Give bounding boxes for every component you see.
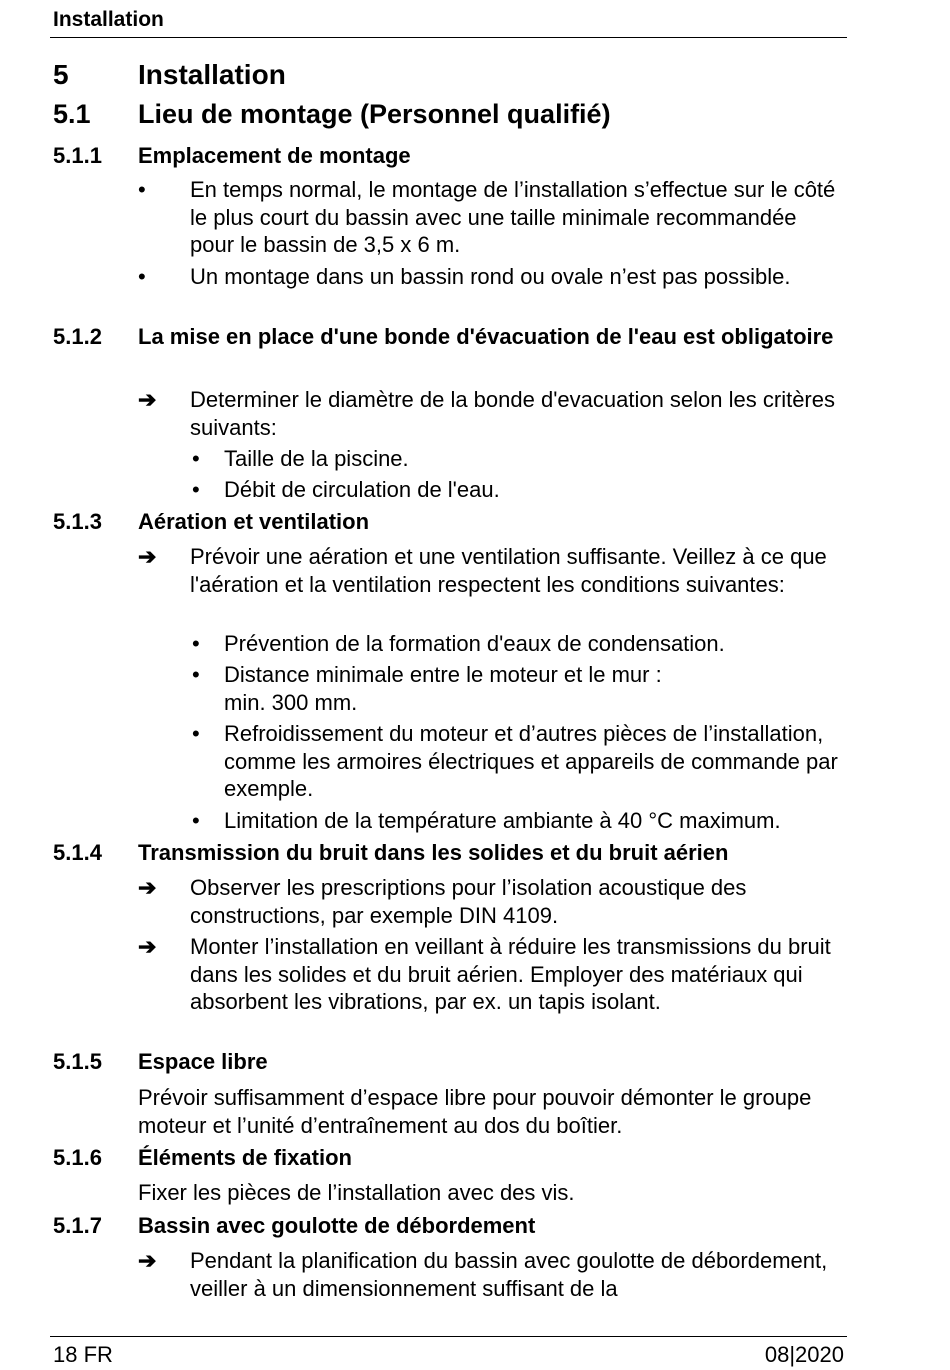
bullet: • [192,808,200,833]
paragraph-text: Fixer les pièces de l’installation avec des vis. [138,1180,575,1205]
heading-title: Espace libre [138,1049,268,1074]
sub-list-item-text: Débit de circulation de l'eau. [224,477,500,502]
paragraph-text: Prévoir suffisamment d’espace libre pour pouvoir démonter le groupe moteur et l’unité d’entraînement au dos du boîtier. [138,1085,812,1138]
heading-number: 5.1.3 [53,509,102,534]
page-number: 18 FR [53,1342,113,1367]
action-text: Observer les prescriptions pour l’isolation acoustique des constructions, par exemple DIN 4109. [190,875,747,928]
heading-title: La mise en place d'une bonde d'évacuation de l'eau est obligatoire [138,324,834,349]
heading-number: 5.1.2 [53,324,102,349]
arrow-icon: ➔ [138,875,157,900]
sub-list-item-text: Limitation de la température ambiante à 40 °C maximum. [224,808,781,833]
list-item-text: En temps normal, le montage de l’installation s’effectue sur le côté le plus court du bassin avec une taille minimale recommandée pour le bassin de 3,5 x 6 m. [190,177,836,257]
heading-number: 5.1.1 [53,143,102,168]
heading-number: 5.1.7 [53,1213,102,1238]
list-item-text: Un montage dans un bassin rond ou ovale n’est pas possible. [190,264,791,289]
heading-title: Éléments de fixation [138,1145,352,1170]
sub-list-item-line: min. 300 mm. [224,689,358,715]
section-number: 5 [53,59,69,90]
sub-list-item-text: Prévention de la formation d'eaux de condensation. [224,631,725,656]
sub-list-item-text: Refroidissement du moteur et d’autres pièces de l’installation, comme les armoires électriques et appareils de commande par exemple. [224,721,838,801]
heading-title: Aération et ventilation [138,509,370,534]
arrow-icon: ➔ [138,387,157,412]
action-text: Determiner le diamètre de la bonde d'evacuation selon les critères suivants: [190,387,835,440]
heading-number: 5.1.5 [53,1049,102,1074]
bullet: • [192,631,200,656]
bullet: • [192,446,200,471]
section-title: Installation [138,59,286,90]
arrow-icon: ➔ [138,544,157,569]
bullet: • [192,662,200,687]
subsection-title: Lieu de montage (Personnel qualifié) [138,99,611,129]
heading-title: Transmission du bruit dans les solides et du bruit aérien [138,840,729,865]
bullet: • [192,477,200,502]
action-text: Pendant la planification du bassin avec goulotte de débordement, veiller à un dimensionnement suffisant de la [190,1248,828,1301]
heading-title: Emplacement de montage [138,143,411,168]
sub-list-item-line: Distance minimale entre le moteur et le mur : [224,662,662,687]
bullet: • [138,264,146,289]
footer-rule [50,1336,847,1337]
sub-list-item-text: Taille de la piscine. [224,446,409,471]
header-rule [50,37,847,38]
action-text: Monter l’installation en veillant à réduire les transmissions du bruit dans les solides et du bruit aérien. Employer des matériaux qui absorbent les vibrations, par ex. un tapis isolant. [190,934,831,1014]
heading-title: Bassin avec goulotte de débordement [138,1213,536,1238]
bullet: • [192,721,200,746]
arrow-icon: ➔ [138,934,157,959]
heading-number: 5.1.6 [53,1145,102,1170]
heading-number: 5.1.4 [53,840,102,865]
subsection-number: 5.1 [53,99,91,129]
edition-date: 08|2020 [764,1342,844,1367]
running-header: Installation [53,8,164,31]
arrow-icon: ➔ [138,1248,157,1273]
bullet: • [138,177,146,202]
sub-list-item-text [224,661,846,716]
action-text: Prévoir une aération et une ventilation suffisante. Veillez à ce que l'aération et la ventilation respectent les conditions suivantes: [190,544,827,597]
